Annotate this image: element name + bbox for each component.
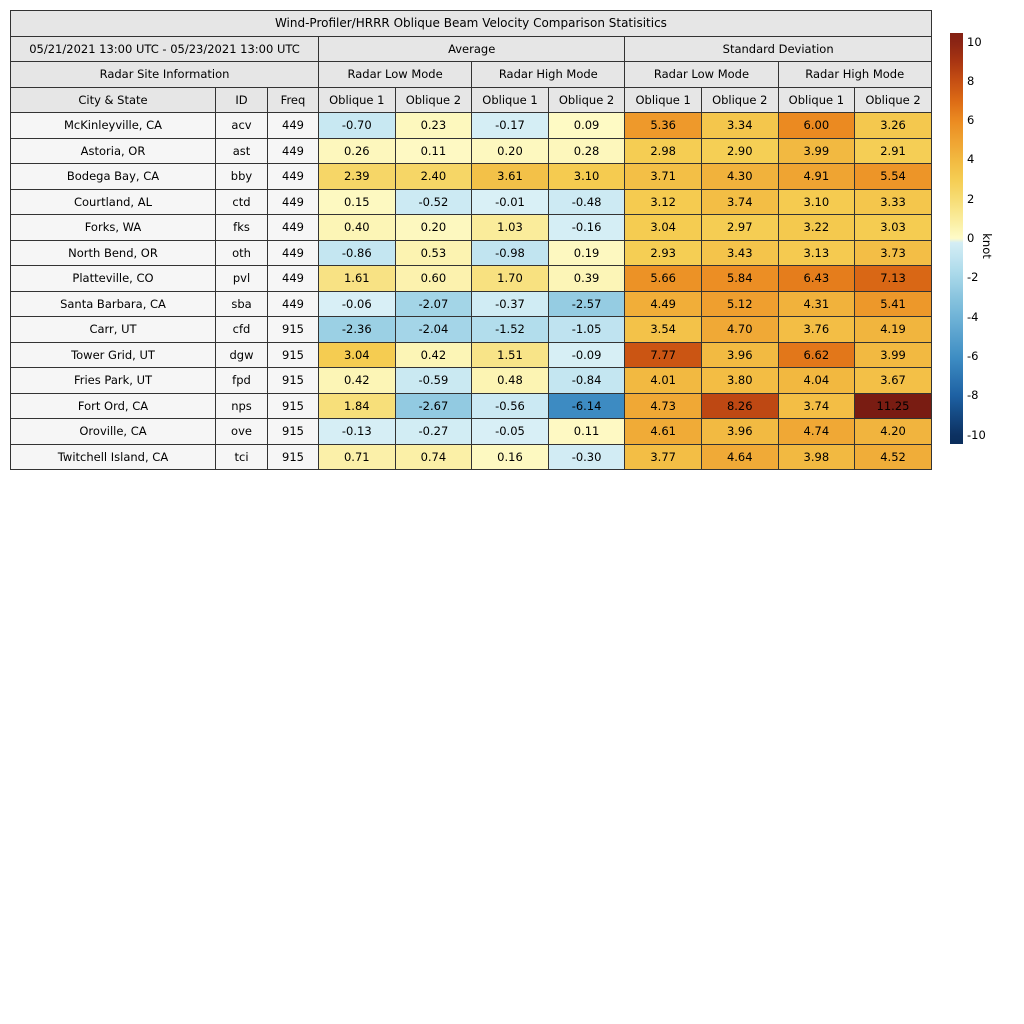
period-cell: 05/21/2021 13:00 UTC - 05/23/2021 13:00 UTC: [11, 36, 319, 62]
colorbar-tick-label: -6: [967, 348, 979, 363]
value-cell: 4.01: [625, 368, 702, 394]
value-cell: 4.74: [778, 419, 855, 445]
table-row: [11, 240, 932, 266]
colorbar-tick-label: 0: [967, 231, 975, 245]
freq-cell: 449: [268, 266, 319, 292]
city-cell: Carr, UT: [11, 317, 216, 343]
city-cell: Santa Barbara, CA: [11, 291, 216, 317]
city-cell: McKinleyville, CA: [11, 113, 216, 139]
value-cell: 3.77: [625, 444, 702, 470]
colorbar-tick-label: 8: [967, 73, 975, 88]
value-cell: 3.99: [778, 138, 855, 164]
site-id-cell: oth: [216, 240, 268, 266]
value-cell: 2.39: [319, 164, 396, 190]
freq-cell: 449: [268, 240, 319, 266]
group-header-stddev: Standard Deviation: [625, 36, 932, 62]
value-cell: 4.64: [701, 444, 778, 470]
value-cell: 3.76: [778, 317, 855, 343]
value-cell: -0.84: [548, 368, 625, 394]
value-cell: 3.67: [855, 368, 932, 394]
value-cell: 6.62: [778, 342, 855, 368]
value-cell: -2.67: [395, 393, 472, 419]
value-cell: 1.03: [472, 215, 549, 241]
value-cell: 4.20: [855, 419, 932, 445]
value-cell: 6.43: [778, 266, 855, 292]
value-cell: 4.04: [778, 368, 855, 394]
table-row: [11, 291, 932, 317]
value-cell: -0.05: [472, 419, 549, 445]
value-cell: -0.70: [319, 113, 396, 139]
value-cell: -0.16: [548, 215, 625, 241]
freq-cell: 915: [268, 444, 319, 470]
site-id-cell: ast: [216, 138, 268, 164]
colorbar-unit-label: knot: [980, 233, 994, 259]
table-body: [11, 113, 932, 470]
value-cell: 5.54: [855, 164, 932, 190]
colorbar-tick-label: -8: [967, 388, 979, 403]
value-cell: 2.90: [701, 138, 778, 164]
city-cell: Twitchell Island, CA: [11, 444, 216, 470]
value-cell: 3.22: [778, 215, 855, 241]
table-row: [11, 393, 932, 419]
value-cell: 2.98: [625, 138, 702, 164]
value-cell: 1.61: [319, 266, 396, 292]
value-cell: 3.33: [855, 189, 932, 215]
site-id-cell: acv: [216, 113, 268, 139]
city-cell: Astoria, OR: [11, 138, 216, 164]
table-row: [11, 138, 932, 164]
value-cell: -2.57: [548, 291, 625, 317]
value-cell: 4.19: [855, 317, 932, 343]
value-cell: 0.11: [548, 419, 625, 445]
table-row: [11, 113, 932, 139]
value-cell: 4.31: [778, 291, 855, 317]
value-cell: -0.17: [472, 113, 549, 139]
value-cell: 3.96: [701, 419, 778, 445]
colorbar-tick-label: -2: [967, 270, 979, 285]
value-cell: 8.26: [701, 393, 778, 419]
value-cell: 3.43: [701, 240, 778, 266]
freq-cell: 449: [268, 113, 319, 139]
colorbar-tick-label: 4: [967, 152, 975, 167]
value-cell: 1.70: [472, 266, 549, 292]
value-cell: 0.42: [395, 342, 472, 368]
value-cell: 3.71: [625, 164, 702, 190]
table-title: Wind-Profiler/HRRR Oblique Beam Velocity Comparison Statisitics: [11, 11, 932, 37]
value-cell: -2.04: [395, 317, 472, 343]
freq-cell: 915: [268, 419, 319, 445]
value-cell: 3.74: [701, 189, 778, 215]
value-cell: 1.84: [319, 393, 396, 419]
table-row: [11, 419, 932, 445]
column-header-oblique: Oblique 2: [701, 87, 778, 113]
mode-header-avg-high: Radar High Mode: [472, 62, 625, 88]
table-row: [11, 342, 932, 368]
site-id-cell: sba: [216, 291, 268, 317]
table-row: [11, 266, 932, 292]
value-cell: 0.20: [472, 138, 549, 164]
value-cell: 4.61: [625, 419, 702, 445]
value-cell: 3.03: [855, 215, 932, 241]
column-header-oblique: Oblique 2: [548, 87, 625, 113]
table-row: [11, 164, 932, 190]
value-cell: 7.77: [625, 342, 702, 368]
value-cell: 0.28: [548, 138, 625, 164]
value-cell: 3.12: [625, 189, 702, 215]
freq-cell: 449: [268, 189, 319, 215]
value-cell: 0.53: [395, 240, 472, 266]
value-cell: 1.51: [472, 342, 549, 368]
value-cell: 5.36: [625, 113, 702, 139]
value-cell: 4.49: [625, 291, 702, 317]
value-cell: 0.09: [548, 113, 625, 139]
table-header: [11, 11, 932, 113]
table-row: [11, 444, 932, 470]
group-header-average: Average: [319, 36, 625, 62]
value-cell: 0.71: [319, 444, 396, 470]
site-id-cell: fks: [216, 215, 268, 241]
value-cell: 2.97: [701, 215, 778, 241]
value-cell: 3.10: [548, 164, 625, 190]
freq-cell: 915: [268, 342, 319, 368]
value-cell: 4.70: [701, 317, 778, 343]
value-cell: -0.48: [548, 189, 625, 215]
value-cell: 3.04: [319, 342, 396, 368]
value-cell: -0.52: [395, 189, 472, 215]
value-cell: 0.60: [395, 266, 472, 292]
value-cell: 5.41: [855, 291, 932, 317]
column-header-oblique: Oblique 2: [395, 87, 472, 113]
value-cell: -0.13: [319, 419, 396, 445]
value-cell: 3.96: [701, 342, 778, 368]
value-cell: 0.40: [319, 215, 396, 241]
value-cell: 2.91: [855, 138, 932, 164]
value-cell: -0.98: [472, 240, 549, 266]
value-cell: -0.30: [548, 444, 625, 470]
value-cell: -0.37: [472, 291, 549, 317]
freq-cell: 915: [268, 317, 319, 343]
colorbar-tick-label: -10: [967, 427, 986, 442]
title-row: [11, 11, 932, 37]
value-cell: 0.74: [395, 444, 472, 470]
city-cell: Bodega Bay, CA: [11, 164, 216, 190]
value-cell: 0.39: [548, 266, 625, 292]
value-cell: -1.05: [548, 317, 625, 343]
value-cell: 3.13: [778, 240, 855, 266]
value-cell: 2.93: [625, 240, 702, 266]
value-cell: 0.16: [472, 444, 549, 470]
value-cell: 5.84: [701, 266, 778, 292]
stats-table: [10, 10, 932, 470]
value-cell: 7.13: [855, 266, 932, 292]
column-header-freq: Freq: [268, 87, 319, 113]
value-cell: 0.26: [319, 138, 396, 164]
value-cell: 3.61: [472, 164, 549, 190]
column-header-row: [11, 87, 932, 113]
value-cell: 4.73: [625, 393, 702, 419]
column-header-city: City & State: [11, 87, 216, 113]
value-cell: -0.56: [472, 393, 549, 419]
value-cell: 3.74: [778, 393, 855, 419]
site-id-cell: ctd: [216, 189, 268, 215]
value-cell: -0.27: [395, 419, 472, 445]
value-cell: -0.09: [548, 342, 625, 368]
value-cell: 3.04: [625, 215, 702, 241]
value-cell: 4.91: [778, 164, 855, 190]
value-cell: 0.20: [395, 215, 472, 241]
value-cell: -1.52: [472, 317, 549, 343]
value-cell: -0.86: [319, 240, 396, 266]
value-cell: -0.01: [472, 189, 549, 215]
freq-cell: 449: [268, 164, 319, 190]
value-cell: 5.12: [701, 291, 778, 317]
value-cell: 0.48: [472, 368, 549, 394]
column-header-oblique: Oblique 1: [778, 87, 855, 113]
value-cell: 3.73: [855, 240, 932, 266]
value-cell: -6.14: [548, 393, 625, 419]
site-id-cell: pvl: [216, 266, 268, 292]
value-cell: 3.80: [701, 368, 778, 394]
site-id-cell: cfd: [216, 317, 268, 343]
city-cell: Platteville, CO: [11, 266, 216, 292]
site-id-cell: fpd: [216, 368, 268, 394]
city-cell: Oroville, CA: [11, 419, 216, 445]
value-cell: -2.07: [395, 291, 472, 317]
value-cell: 3.10: [778, 189, 855, 215]
column-header-oblique: Oblique 1: [472, 87, 549, 113]
city-cell: Courtland, AL: [11, 189, 216, 215]
mode-header-std-low: Radar Low Mode: [625, 62, 778, 88]
mode-header-avg-low: Radar Low Mode: [319, 62, 472, 88]
value-cell: 6.00: [778, 113, 855, 139]
city-cell: Forks, WA: [11, 215, 216, 241]
value-cell: -0.06: [319, 291, 396, 317]
colorbar-gradient: [950, 33, 963, 444]
city-cell: Tower Grid, UT: [11, 342, 216, 368]
freq-cell: 915: [268, 368, 319, 394]
city-cell: Fries Park, UT: [11, 368, 216, 394]
column-header-oblique: Oblique 1: [625, 87, 702, 113]
table-row: [11, 317, 932, 343]
table-row: [11, 189, 932, 215]
value-cell: 11.25: [855, 393, 932, 419]
value-cell: 5.66: [625, 266, 702, 292]
freq-cell: 449: [268, 215, 319, 241]
colorbar-tick-label: 10: [967, 34, 982, 49]
colorbar-tick-label: -4: [967, 309, 979, 324]
freq-cell: 915: [268, 393, 319, 419]
colorbar-tick-label: 2: [967, 191, 975, 206]
freq-cell: 449: [268, 138, 319, 164]
value-cell: 0.23: [395, 113, 472, 139]
site-id-cell: ove: [216, 419, 268, 445]
value-cell: 2.40: [395, 164, 472, 190]
value-cell: 0.42: [319, 368, 396, 394]
column-header-oblique: Oblique 1: [319, 87, 396, 113]
site-id-cell: tci: [216, 444, 268, 470]
city-cell: North Bend, OR: [11, 240, 216, 266]
site-id-cell: nps: [216, 393, 268, 419]
value-cell: 3.98: [778, 444, 855, 470]
column-header-oblique: Oblique 2: [855, 87, 932, 113]
value-cell: 4.30: [701, 164, 778, 190]
value-cell: -2.36: [319, 317, 396, 343]
mode-header-row: [11, 62, 932, 88]
value-cell: 0.11: [395, 138, 472, 164]
value-cell: 0.19: [548, 240, 625, 266]
value-cell: 3.34: [701, 113, 778, 139]
value-cell: 0.15: [319, 189, 396, 215]
group-header-row: [11, 36, 932, 62]
colorbar-tick-label: 6: [967, 113, 975, 128]
site-id-cell: bby: [216, 164, 268, 190]
freq-cell: 449: [268, 291, 319, 317]
city-cell: Fort Ord, CA: [11, 393, 216, 419]
value-cell: 4.52: [855, 444, 932, 470]
column-header-id: ID: [216, 87, 268, 113]
value-cell: 3.26: [855, 113, 932, 139]
value-cell: -0.59: [395, 368, 472, 394]
value-cell: 3.54: [625, 317, 702, 343]
table-row: [11, 368, 932, 394]
value-cell: 3.99: [855, 342, 932, 368]
mode-header-std-high: Radar High Mode: [778, 62, 931, 88]
table-row: [11, 215, 932, 241]
site-info-header: Radar Site Information: [11, 62, 319, 88]
site-id-cell: dgw: [216, 342, 268, 368]
